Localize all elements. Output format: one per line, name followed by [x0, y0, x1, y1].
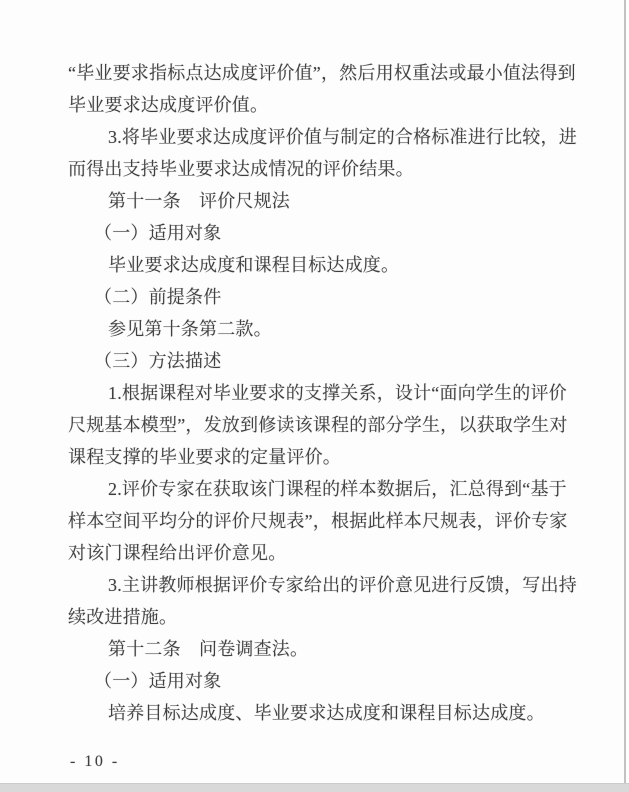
text-line: 课程支撑的毕业要求的定量评价。	[68, 447, 341, 467]
text-line: 毕业要求达成度评价值。	[68, 95, 269, 115]
text-line: 2.评价专家在获取该门课程的样本数据后，汇总得到“基于	[108, 479, 567, 499]
text-line: 参见第十条第二款。	[108, 319, 272, 339]
text-line: 尺规基本模型”，发放到修读该课程的部分学生，以获取学生对	[68, 415, 568, 435]
text-line: 对该门课程给出评价意见。	[68, 543, 287, 563]
text-line: 而得出支持毕业要求达成情况的评价结果。	[68, 159, 414, 179]
text-line: 培养目标达成度、毕业要求达成度和课程目标达成度。	[108, 703, 545, 723]
text-line-section-heading: （一）适用对象	[94, 223, 222, 243]
scan-bottom-edge-artifact	[0, 783, 629, 792]
text-line: 样本空间平均分的评价尺规表”，根据此样本尺规表，评价专家	[68, 511, 568, 531]
text-line: 3.主讲教师根据评价专家给出的评价意见进行反馈，写出持	[108, 575, 577, 595]
text-line: 毕业要求达成度和课程目标达成度。	[108, 255, 400, 275]
text-line-article-12-heading: 第十二条 问卷调查法。	[108, 639, 309, 659]
text-line: “毕业要求指标点达成度评价值”，然后用权重法或最小值法得到	[68, 63, 576, 83]
text-line: 续改进措施。	[68, 607, 178, 627]
text-line-article-11-heading: 第十一条 评价尺规法	[108, 191, 290, 211]
text-line-section-heading: （三）方法描述	[94, 351, 222, 371]
document-body	[68, 57, 577, 729]
scan-right-edge-artifact	[624, 0, 626, 784]
text-line-section-heading: （二）前提条件	[94, 287, 222, 307]
text-line: 3.将毕业要求达成度评价值与制定的合格标准进行比较，进	[108, 127, 577, 147]
text-line: 1.根据课程对毕业要求的支撑关系，设计“面向学生的评价	[108, 383, 567, 403]
text-line-section-heading: （一）适用对象	[94, 671, 222, 691]
page-number: - 10 -	[70, 753, 120, 770]
